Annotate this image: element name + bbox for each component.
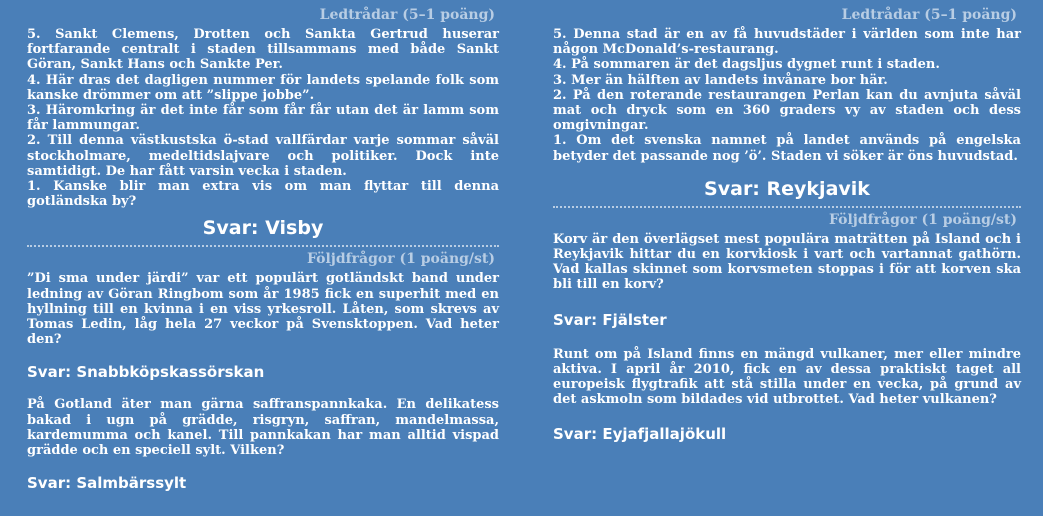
clue-5: 5. Sankt Clemens, Drotten och Sankta Gertrud huserar fortfarande centralt i staden tillsammans med både Sankt Göran, Sankt Hans och Sankte Per. [27,27,499,73]
clue-2: 2. På den roterande restaurangen Perlan kan du avnjuta såväl mat och dryck som en 360 graders vy av staden och dess omgivningar. [553,87,1021,134]
dotted-divider [553,206,1021,208]
followup-header: Följdfrågor (1 poäng/st) [306,251,495,268]
followup-question-1: ”Di sma under järdi” var ett populärt gotländskt band under ledning av Göran Ringbom som år 1985 fick en superhit med en hyllning till en kvinna i en viss yrkesroll. Låten, som skrevs av Tomas Ledin, låg hela 27 veckor på Svensktoppen. Vad heter den? [27,271,499,348]
clue-4: 4. På sommaren är det dagsljus dygnet runt i staden. [553,57,940,73]
clue-list [553,27,1021,164]
main-answer: Svar: Reykjavik [704,177,870,200]
clue-3: 3. Mer än hälften av landets invånare bor här. [553,72,888,88]
clue-5: 5. Denna stad är en av få huvudstäder i världen som inte har någon McDonald’s-restaurang. [553,27,1021,58]
followup-answer-2: Svar: Eyjafjallajökull [553,425,727,444]
main-answer: Svar: Visby [202,217,324,240]
followup-header: Följdfrågor (1 poäng/st) [828,211,1017,228]
followup-question-1: Korv är den överlägset mest populära maträtten på Island och i Reykjavik hittar du en korvkiosk i vart och vartannat gathörn. Vad kallas skinnet som korvsmeten stoppas i för att korven ska bli till en korv? [553,231,1021,293]
clues-header: Ledtrådar (5–1 poäng) [841,7,1017,23]
clue-4: 4. Här dras det dagligen nummer för landets spelande folk som kanske drömmer om att ”slippe jobbe”. [27,72,499,103]
followup-answer-1: Svar: Fjälster [553,310,667,329]
clue-3: 3. Häromkring är det inte får som får får utan det är lamm som får lammungar. [27,103,499,134]
clues-header: Ledtrådar (5–1 poäng) [319,7,495,23]
followup-question-2: På Gotland äter man gärna saffranspannkaka. En delikatess bakad i ugn på grädde, risgryn, saffran, mandelmassa, kardemumma och kanel. Till pannkakan har man alltid vispad grädde och en speciell sylt. Vilken? [27,397,499,459]
followup-answer-2: Svar: Salmbärssylt [27,474,187,493]
dotted-divider [27,245,499,247]
followup-answer-1: Svar: Snabbköpskassörskan [27,363,265,382]
clue-2: 2. Till denna västkustska ö-stad vallfärdar varje sommar såväl stockholmare, medeltidslajvare och politiker. Dock inte samtidigt. De har fått varsin vecka i staden. [27,133,499,179]
clue-1: 1. Om det svenska namnet på landet används på engelska betyder det passande nog ’ö’. Staden vi söker är öns huvudstad. [553,133,1021,164]
followup-question-2: Runt om på Island finns en mängd vulkaner, mer eller mindre aktiva. I april år 2010, fick en av dessa praktiskt taget all europeisk flygtrafik att stå stilla under en vecka, på grund av det askmoln som bildades vid utbrottet. Vad heter vulkanen? [553,346,1021,408]
left-column [27,0,499,492]
clue-1: 1. Kanske blir man extra vis om man flyttar till denna gotländska by? [27,179,499,210]
clue-list [27,27,499,209]
right-column [553,0,1021,443]
